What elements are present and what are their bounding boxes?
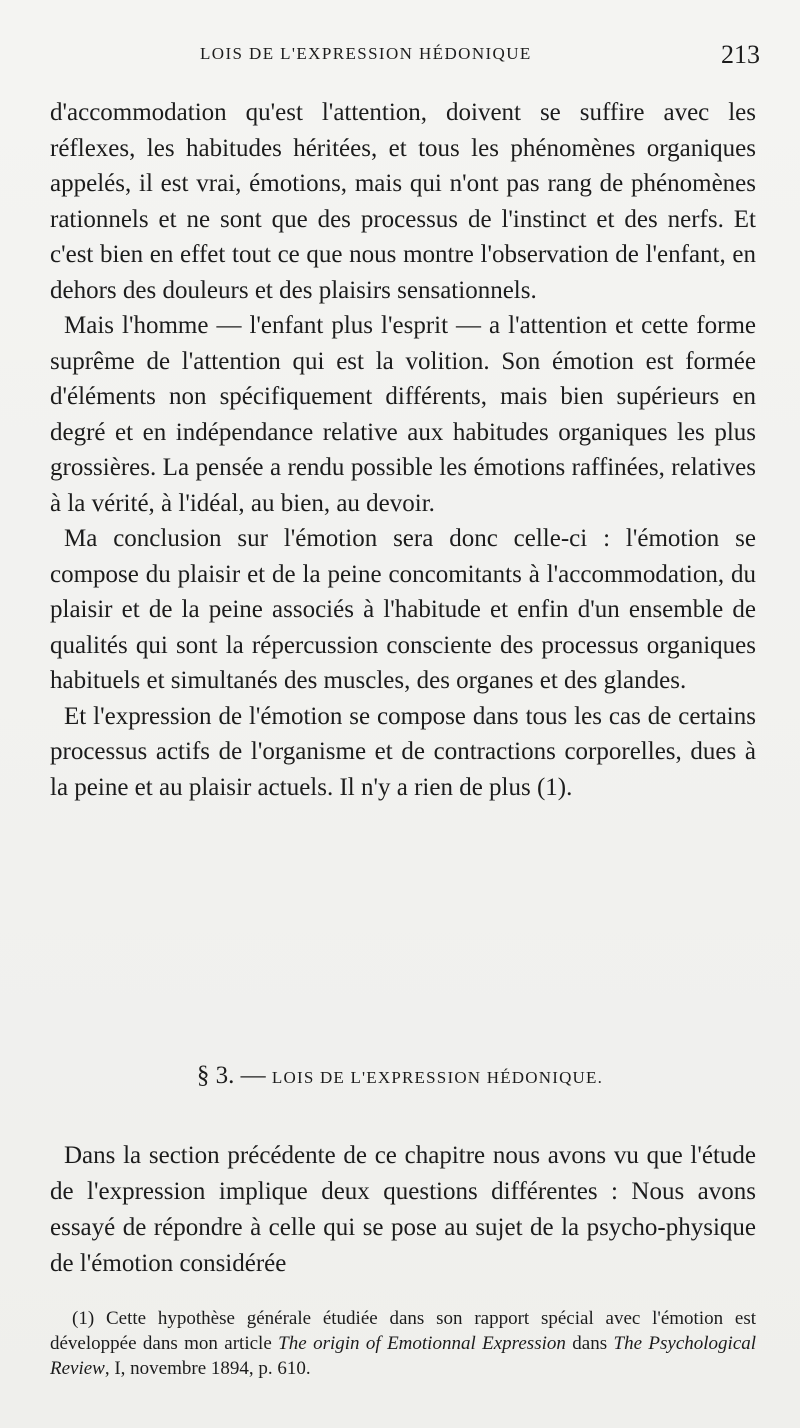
footnote-text-middle: dans — [572, 1333, 608, 1354]
footnote-journal: The Psychological Review — [50, 1333, 757, 1379]
section-heading — [0, 1062, 800, 1090]
footnote-article-title: The origin of Emotionnal Expression — [278, 1333, 566, 1354]
footnote-text-start: Cette hypothèse générale étudiée dans son rapport spécial avec l'émotion est développée dans mon article — [50, 1308, 757, 1354]
body-text — [50, 95, 756, 805]
paragraph-1: d'accommodation qu'est l'attention, doivent se suffire avec les réflexes, les habitudes héritées, et tous les phénomènes organiques appelés, il est vrai, émotions, mais qui n'ont pas rang de phénomènes rationnels et ne sont que des processus de l'instinct et des nerfs. Et c'est bien en effet tout ce que nous montre l'observation de l'enfant, en dehors des douleurs et des plaisirs sensationnels. — [50, 99, 756, 304]
section-dash: — — [240, 1062, 266, 1089]
footnote-number: (1) — [72, 1308, 95, 1329]
paragraph-3: Ma conclusion sur l'émotion sera donc celle-ci : l'émotion se compose du plaisir et de la peine concomitants à l'accommodation, du plaisir et de la peine associés à l'habitude et enfin d'un ensemble de qualités qui sont la répercussion consciente des processus organiques habituels et simultanés des muscles, des organes et des glandes. — [50, 525, 756, 694]
paragraph-4: Et l'expression de l'émotion se compose dans tous les cas de certains processus actifs de l'organisme et de contractions corporelles, dues à la peine et au plaisir actuels. Il n'y a rien de plus (1). — [50, 702, 756, 801]
section-symbol: § 3. — [196, 1062, 235, 1089]
section-title: LOIS DE L'EXPRESSION HÉDONIQUE. — [271, 1068, 604, 1087]
paragraph-2: Mais l'homme — l'enfant plus l'esprit — a l'attention et cette forme suprême de l'attention qui est la volition. Son émotion est formée d'éléments non spécifiquement différents, mais bien supérieurs en degré et en indépendance relative aux habitudes organiques les plus grossières. La pensée a rendu possible les émotions raffinées, relatives à la vérité, à l'idéal, au bien, au devoir. — [50, 312, 756, 517]
running-title: LOIS DE L'EXPRESSION HÉDONIQUE — [200, 44, 532, 63]
running-head — [0, 40, 800, 74]
section-text — [50, 1138, 756, 1282]
page-number: 213 — [721, 40, 760, 69]
footnote — [50, 1306, 756, 1381]
footnote-text-end: , I, novembre 1894, p. 610. — [104, 1358, 311, 1379]
section-paragraph: Dans la section précédente de ce chapitre nous avons vu que l'étude de l'expression implique deux questions différentes : Nous avons essayé de répondre à celle qui se pose au sujet de la psycho-physique de l'émotion considérée — [50, 1142, 756, 1277]
